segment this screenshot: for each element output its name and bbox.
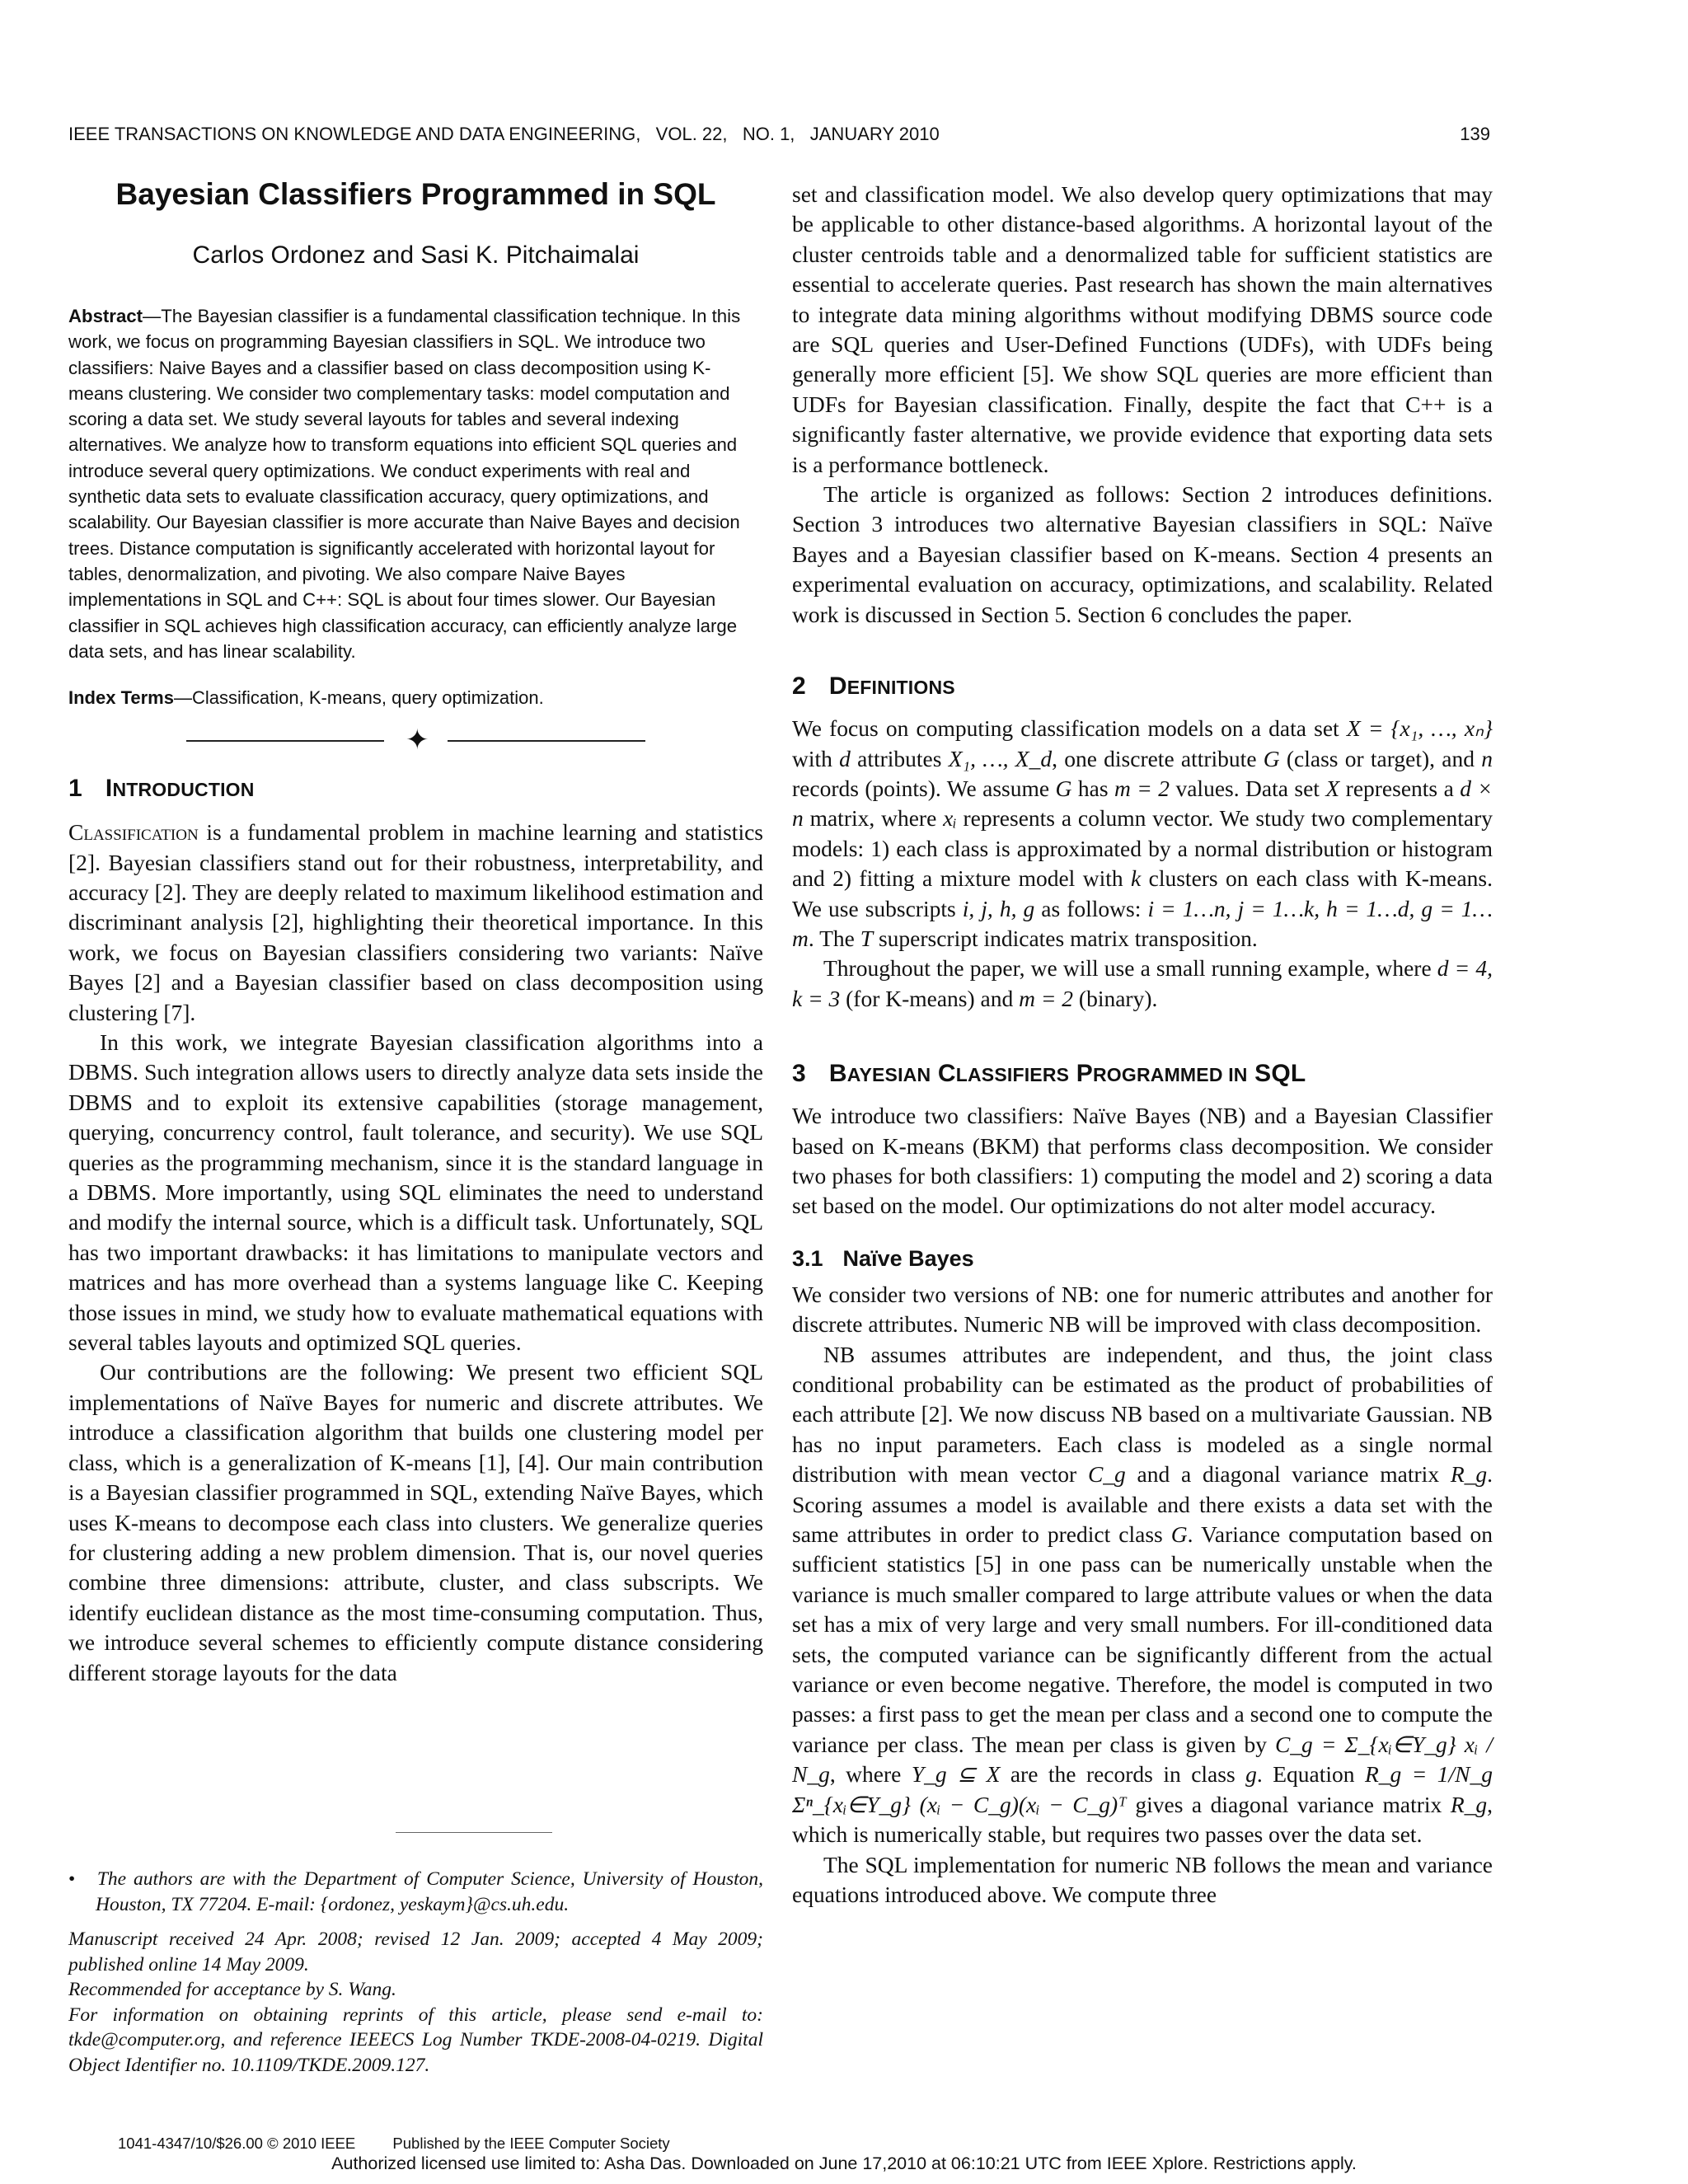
issn-text: 1041-4347/10/$26.00 © 2010 IEEE — [118, 2135, 356, 2152]
section-heading-bayesian-classifiers: 3 BAYESIAN CLASSIFIERS PROGRAMMED IN SQL — [792, 1060, 1306, 1088]
index-terms-label: Index Terms — [68, 687, 174, 709]
separator-line-left — [186, 740, 384, 742]
abstract-label: Abstract — [68, 306, 143, 326]
section-heading-definitions: 2 DEFINITIONS — [792, 673, 955, 701]
naive-bayes-paragraph-1: We consider two versions of NB: one for numeric attributes and another for discrete attributes. Numeric NB will be improved with class decomposition. — [792, 1281, 1493, 1338]
introduction-body — [68, 818, 763, 1688]
abstract — [68, 303, 763, 664]
intro-paragraph-4: set and classification model. We also develop query optimizations that may be applicable to other distance-based algorithms. A horizontal layout of the cluster centroids table and a denormalized table for sufficient statistics are essential to accelerate queries. Past research has shown the main alternatives to integrate data mining algorithms without modifying DBMS source code are SQL queries and User-Defined Functions (UDFs), with UDFs being generally more efficient [5]. We show SQL queries are more efficient than UDFs for Bayesian classification. Finally, despite the fact that C++ is a significantly faster alternative, we provide evidence that exporting data sets is a performance bottleneck. — [792, 181, 1493, 477]
left-column — [68, 177, 763, 1688]
footnote-rule — [396, 1832, 552, 1833]
intro-paragraph-5: The article is organized as follows: Section 2 introduces definitions. Section 3 introduces two alternative Bayesian classifiers in SQL: Naïve Bayes and a Bayesian classifier based on K-means. Section 4 presents an experimental evaluation on accuracy, optimizations, and scalability. Related work is discussed in Section 5. Section 6 concludes the paper. — [792, 481, 1493, 627]
footnote-reprints: For information on obtaining reprints of this article, please send e-mail to: tkde@computer.org, and reference IEEECS Log Number TKDE-2008-04-0219. Digital Object Identifier no. 10.1109/TKDE.2009.127. — [68, 2004, 763, 2076]
footnote-recommended: Recommended for acceptance by S. Wang. — [68, 1979, 396, 2000]
running-header — [68, 124, 1490, 145]
definitions-paragraph-2: Throughout the paper, we will use a small running example, where d = 4, k = 3 (for K-means) and m = 2 (binary). — [792, 955, 1493, 1011]
intro-paragraph-1: Classification is a fundamental problem in machine learning and statistics [2]. Bayesian classifiers stand out for their robustness, interpretability, and accuracy [2]. They are deeply related to maximum likelihood estimation and discriminant analysis [2], highlighting their theoretical importance. In this work, we focus on Bayesian classifiers considering two variants: Naïve Bayes [2] and a Bayesian classifier based on class decomposition using clustering [7]. — [68, 819, 763, 1025]
intro-continuation — [792, 180, 1493, 630]
intro-paragraph-3: Our contributions are the following: We present two efficient SQL implementations of Naïve Bayes for numeric and discrete attributes. We introduce a classification algorithm that builds one clustering model per class, which is a generalization of K-means [1], [4]. Our main contribution is a Bayesian classifier programmed in SQL, extending Naïve Bayes, which uses K-means to decompose each class into clusters. We generalize queries for clustering adding a new problem dimension. That is, our novel queries combine three dimensions: attribute, cluster, and class subscripts. We identify euclidean distance as the most time-consuming computation. Thus, we introduce several schemes to efficiently compute distance considering different storage layouts for the data — [68, 1359, 763, 1685]
intro-paragraph-2: In this work, we integrate Bayesian classification algorithms into a DBMS. Such integration allows users to directly analyze data sets inside the DBMS and to exploit its extensive capabilities (storage management, querying, concurrency control, fault tolerance, and security). We use SQL queries as the programming mechanism, since it is the standard language in a DBMS. More importantly, using SQL eliminates the need to understand and modify the internal source, which is a difficult task. Unfortunately, SQL has two important drawbacks: it has limitations to manipulate vectors and matrices and has more overhead than a systems language like C. Keeping those issues in mind, we study how to evaluate mathematical equations with several tables layouts and optimized SQL queries. — [68, 1029, 763, 1356]
index-terms — [68, 687, 763, 709]
footnote-affiliation: • The authors are with the Department of Computer Science, University of Houston, Houston, TX 77204. E-mail: {ordonez, yeskaym}@cs.uh.edu. — [68, 1868, 764, 1915]
footnote-manuscript: Manuscript received 24 Apr. 2008; revised 12 Jan. 2009; accepted 4 May 2009; published online 14 May 2009. — [68, 1929, 763, 1975]
authorized-use-notice: Authorized licensed use limited to: Asha Das. Downloaded on June 17,2010 at 06:10:21 UTC from IEEE Xplore. Restrictions apply. — [331, 2154, 1357, 2173]
naive-bayes-paragraph-3: The SQL implementation for numeric NB follows the mean and variance equations introduced above. We compute three — [792, 1851, 1493, 1907]
naive-bayes-paragraph-2: NB assumes attributes are independent, and thus, the joint class conditional probability can be estimated as the product of probabilities of each attribute [2]. We now discuss NB based on a multivariate Gaussian. NB has no input parameters. Each class is modeled as a single normal distribution with mean vector C_g and a diagonal variance matrix R_g. Scoring assumes a model is available and there exists a data set with the same attributes in order to predict class G. Variance computation based on sufficient statistics [5] in one pass can be numerically unstable when the variance is much smaller compared to large attribute values or when the data set has a mix of very large and very small numbers. For ill-conditioned data sets, the computed variance can be significantly different from the actual variance or even become negative. Therefore, the model is computed in two passes: a first pass to get the mean per class and a second one to compute the variance per class. The mean per class is given by C_g = Σ_{xᵢ∈Y_g} xᵢ / N_g, where Y_g ⊆ X are the records in class g. Equation R_g = 1/N_g Σⁿ_{xᵢ∈Y_g} (xᵢ − C_g)(xᵢ − C_g)ᵀ gives a diagonal variance matrix R_g, which is numerically stable, but requires two passes over the data set. — [792, 1341, 1493, 1848]
section-separator — [68, 724, 763, 757]
naive-bayes-body — [792, 1280, 1493, 1910]
footnotes — [68, 1867, 763, 2078]
definitions-body — [792, 714, 1493, 1014]
index-terms-text: —Classification, K-means, query optimization. — [173, 687, 544, 709]
paper-authors: Carlos Ordonez and Sasi K. Pitchaimalai — [192, 241, 640, 269]
abstract-text: —The Bayesian classifier is a fundamental classification technique. In this work, we focus on programming Bayesian classifiers in SQL. We introduce two classifiers: Naive Bayes and a classifier based on class decomposition using K-means clustering. We consider two complementary tasks: model computation and scoring a data set. We study several layouts for tables and several indexing alternatives. We analyze how to transform equations into efficient SQL queries and introduce several query optimizations. We conduct experiments with real and synthetic data sets to evaluate classification accuracy, query optimizations, and scalability. Our Bayesian classifier is more accurate than Naive Bayes and decision trees. Distance computation is significantly accelerated with horizontal layout for tables, denormalization, and pivoting. We also compare Naive Bayes implementations in SQL and C++: SQL is about four times slower. Our Bayesian classifier in SQL achieves high classification accuracy, can efficiently analyze large data sets, and has linear scalability. — [68, 306, 741, 662]
journal-name: IEEE TRANSACTIONS ON KNOWLEDGE AND DATA ENGINEERING, VOL. 22, NO. 1, JANUARY 2010 — [68, 124, 940, 144]
paper-title: Bayesian Classifiers Programmed in SQL — [115, 177, 716, 211]
copyright-line — [118, 2135, 670, 2153]
subsection-heading-naive-bayes: 3.1 Naïve Bayes — [792, 1245, 974, 1271]
section3-paragraph-1: We introduce two classifiers: Naïve Bayes (NB) and a Bayesian Classifier based on K-means (BKM) that performs class decomposition. We consider two phases for both classifiers: 1) computing the model and 2) scoring a data set based on the model. Our optimizations do not alter model accuracy. — [792, 1103, 1493, 1219]
right-column — [792, 180, 1493, 1910]
diamond-ornament-icon: ✦ — [406, 724, 429, 757]
separator-line-right — [448, 740, 645, 742]
publisher-text: Published by the IEEE Computer Society — [392, 2135, 670, 2152]
page-number: 139 — [1460, 124, 1490, 144]
section3-body — [792, 1101, 1493, 1221]
section-heading-introduction: 1 INTRODUCTION — [68, 775, 255, 803]
definitions-paragraph-1: We focus on computing classification models on a data set X = {x₁, …, xₙ} with d attributes X₁, …, X_d, one discrete attribute G (class or target), and n records (points). We assume G has m = 2 values. Data set X represents a d × n matrix, where xᵢ represents a column vector. We study two complementary models: 1) each class is approximated by a normal distribution or histogram and 2) fitting a mixture model with k clusters on each class with K-means. We use subscripts i, j, h, g as follows: i = 1…n, j = 1…k, h = 1…d, g = 1…m. The T superscript indicates matrix transposition. — [792, 715, 1493, 951]
